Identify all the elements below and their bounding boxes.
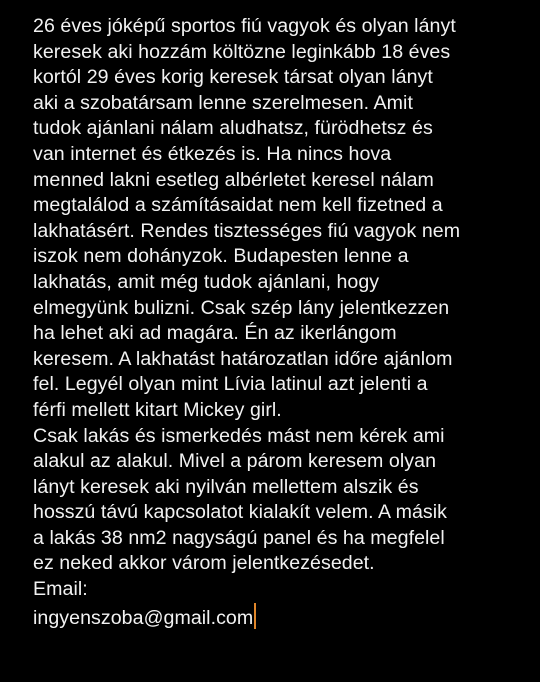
- note-line: iszok nem dohányzok. Budapesten lenne a: [33, 245, 409, 268]
- note-line: van internet és étkezés is. Ha nincs hova: [33, 142, 392, 165]
- note-line: tudok ajánlani nálam aludhatsz, fürödhetsz és: [33, 117, 433, 140]
- note-line: lakhatás, amit még tudok ajánlani, hogy: [33, 270, 380, 293]
- note-line: hosszú távú kapcsolatot kialakít velem. A másik: [33, 501, 448, 524]
- note-line: keresek aki hozzám költözne leginkább 18 éves: [33, 40, 451, 63]
- note-line: férfi mellett kitart Mickey girl.: [33, 398, 282, 421]
- note-line: a lakás 38 nm2 nagyságú panel és ha megfelel: [33, 526, 445, 549]
- note-line: ez neked akkor várom jelentkezésedet.: [33, 552, 375, 575]
- note-line: alakul az alakul. Mivel a párom keresem olyan: [33, 450, 437, 473]
- note-line: lányt keresek aki nyilván mellettem alszik és: [33, 475, 419, 498]
- text-cursor: [254, 603, 256, 629]
- note-line: lakhatásért. Rendes tisztességes fiú vagyok nem: [33, 219, 461, 242]
- note-line: fel. Legyél olyan mint Lívia latinul azt jelenti a: [33, 373, 428, 396]
- note-text[interactable]: [33, 14, 530, 628]
- note-line: Csak lakás és ismerkedés mást nem kérek ami: [33, 424, 445, 447]
- note-line: Email:: [33, 578, 88, 601]
- note-line: ha lehet aki ad magára. Én az ikerlángom: [33, 322, 397, 345]
- note-line: menned lakni esetleg albérletet keresel nálam: [33, 168, 434, 191]
- note-line: aki a szobatársam lenne szerelmesen. Amit: [33, 91, 413, 114]
- note-line: kortól 29 éves korig keresek társat olyan lányt: [33, 66, 433, 89]
- note-line: megtalálod a számításaidat nem kell fizetned a: [33, 194, 443, 217]
- note-line: 26 éves jóképű sportos fiú vagyok és olyan lányt: [33, 15, 456, 37]
- note-line: elmegyünk bulizni. Csak szép lány jelentkezzen: [33, 296, 450, 319]
- note-line-email[interactable]: [33, 603, 530, 629]
- note-line: keresem. A lakhatást határozatlan időre ajánlom: [33, 347, 453, 370]
- email-address[interactable]: ingyenszoba@gmail.com: [33, 606, 254, 629]
